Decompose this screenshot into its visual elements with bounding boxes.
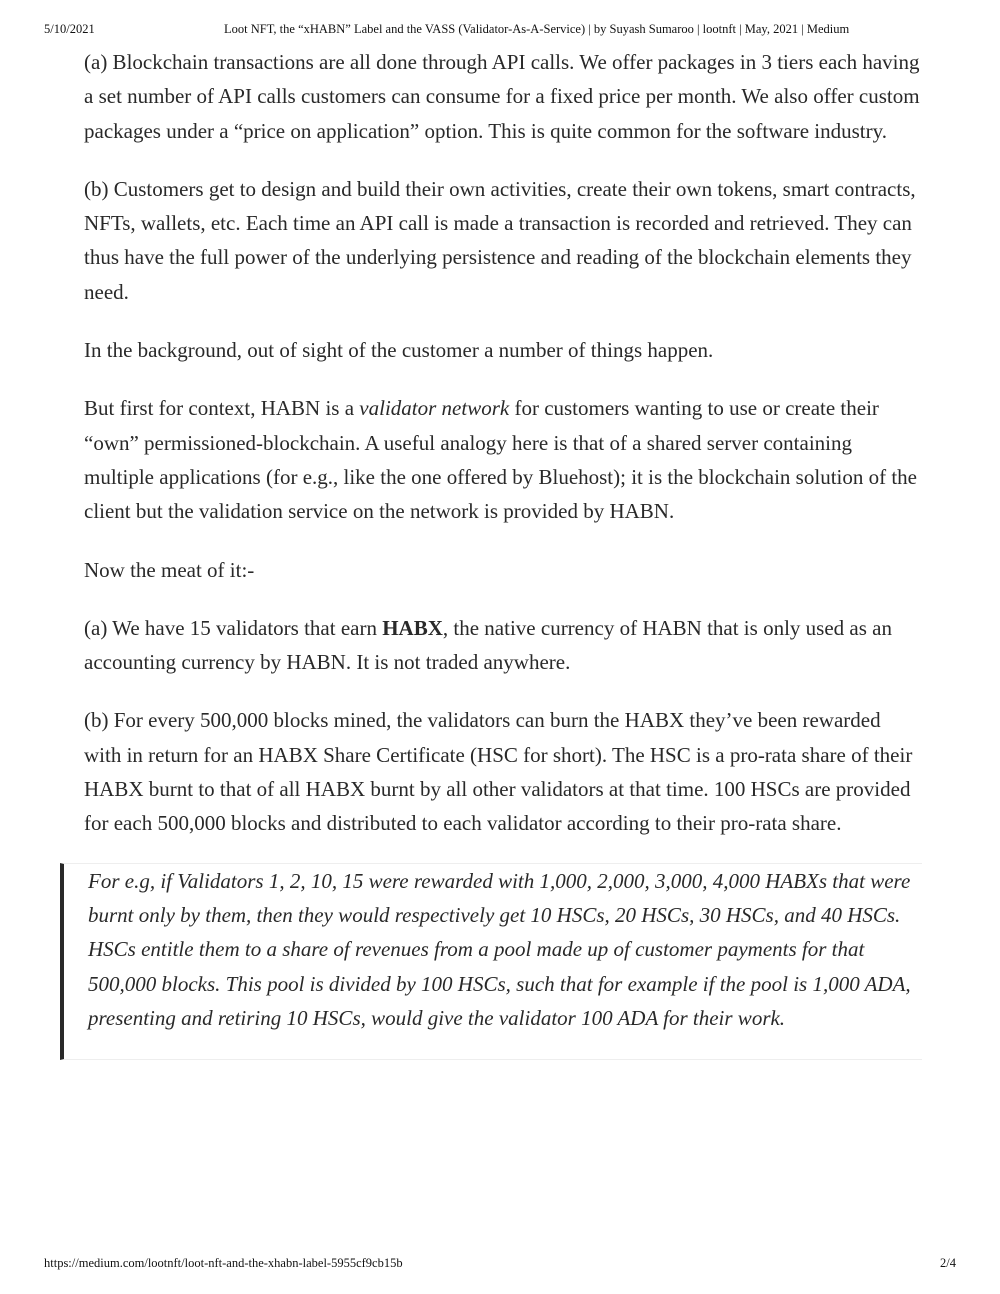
page-url: https://medium.com/lootnft/loot-nft-and-the-xhabn-label-5955cf9cb15b <box>44 1256 403 1270</box>
text-segment: (a) We have 15 validators that earn <box>84 615 383 640</box>
paragraph-validators <box>84 611 920 680</box>
text-segment: , the native currency of HABN that is only used as an accounting currency by HABN. It is not traded anywhere. <box>84 615 892 675</box>
text-segment: for customers wanting to use or create their “own” permissioned-blockchain. A useful analogy here is that of a shared server containing multiple applications (for e.g., like the one offered by Bluehost); it is the blockchain solution of the client but the validation service on the network is provided by HABN. <box>84 396 918 524</box>
paragraph-background: In the background, out of sight of the customer a number of things happen. <box>84 338 714 363</box>
print-date: 5/10/2021 <box>44 22 95 36</box>
paragraph-api-calls: (a) Blockchain transactions are all done through API calls. We offer packages in 3 tiers each having a set number of API calls customers can consume for a fixed price per month. We also offer custom packages under a “price on application” option. This is quite common for the software industry. <box>84 50 920 143</box>
emphasis-text: validator network <box>359 396 510 421</box>
paragraph-customers: (b) Customers get to design and build their own activities, create their own tokens, smart contracts, NFTs, wallets, etc. Each time an API call is made a transaction is recorded and retrieved. They can thus have the full power of the underlying persistence and reading of the blockchain elements they need. <box>84 176 916 304</box>
print-title: Loot NFT, the “xHABN” Label and the VASS (Validator-As-A-Service) | by Suyash Sumaroo | lootnft | May, 2021 | Medium <box>224 22 850 36</box>
blockquote-text: For e.g, if Validators 1, 2, 10, 15 were rewarded with 1,000, 2,000, 3,000, 4,000 HABXs that were burnt only by them, then they would respectively get 10 HSCs, 20 HSCs, 30 HSCs, and 40 HSCs. HSCs entitle them to a share of revenues from a pool made up of customer payments for that 500,000 blocks. This pool is divided by 100 HSCs, such that for example if the pool is 1,000 ADA, presenting and retiring 10 HSCs, would give the validator 100 ADA for their work. <box>88 868 911 1030</box>
paragraph-burn: (b) For every 500,000 blocks mined, the validators can burn the HABX they’ve been rewarded with in return for an HABX Share Certificate (HSC for short). The HSC is a pro-rata share of their HABX burnt to that of all HABX burnt by all other validators at that time. 100 HSCs are provided for each 500,000 blocks and distributed to each validator according to their pro-rata share. <box>84 708 913 836</box>
paragraph-meat: Now the meat of it:- <box>84 557 255 582</box>
strong-text: HABX <box>382 615 443 640</box>
article-body <box>84 45 920 1060</box>
page-number: 2/4 <box>940 1256 956 1270</box>
print-header <box>44 22 956 40</box>
paragraph-context <box>84 391 920 528</box>
example-blockquote <box>60 863 922 1060</box>
text-segment: But first for context, HABN is a <box>84 396 360 421</box>
